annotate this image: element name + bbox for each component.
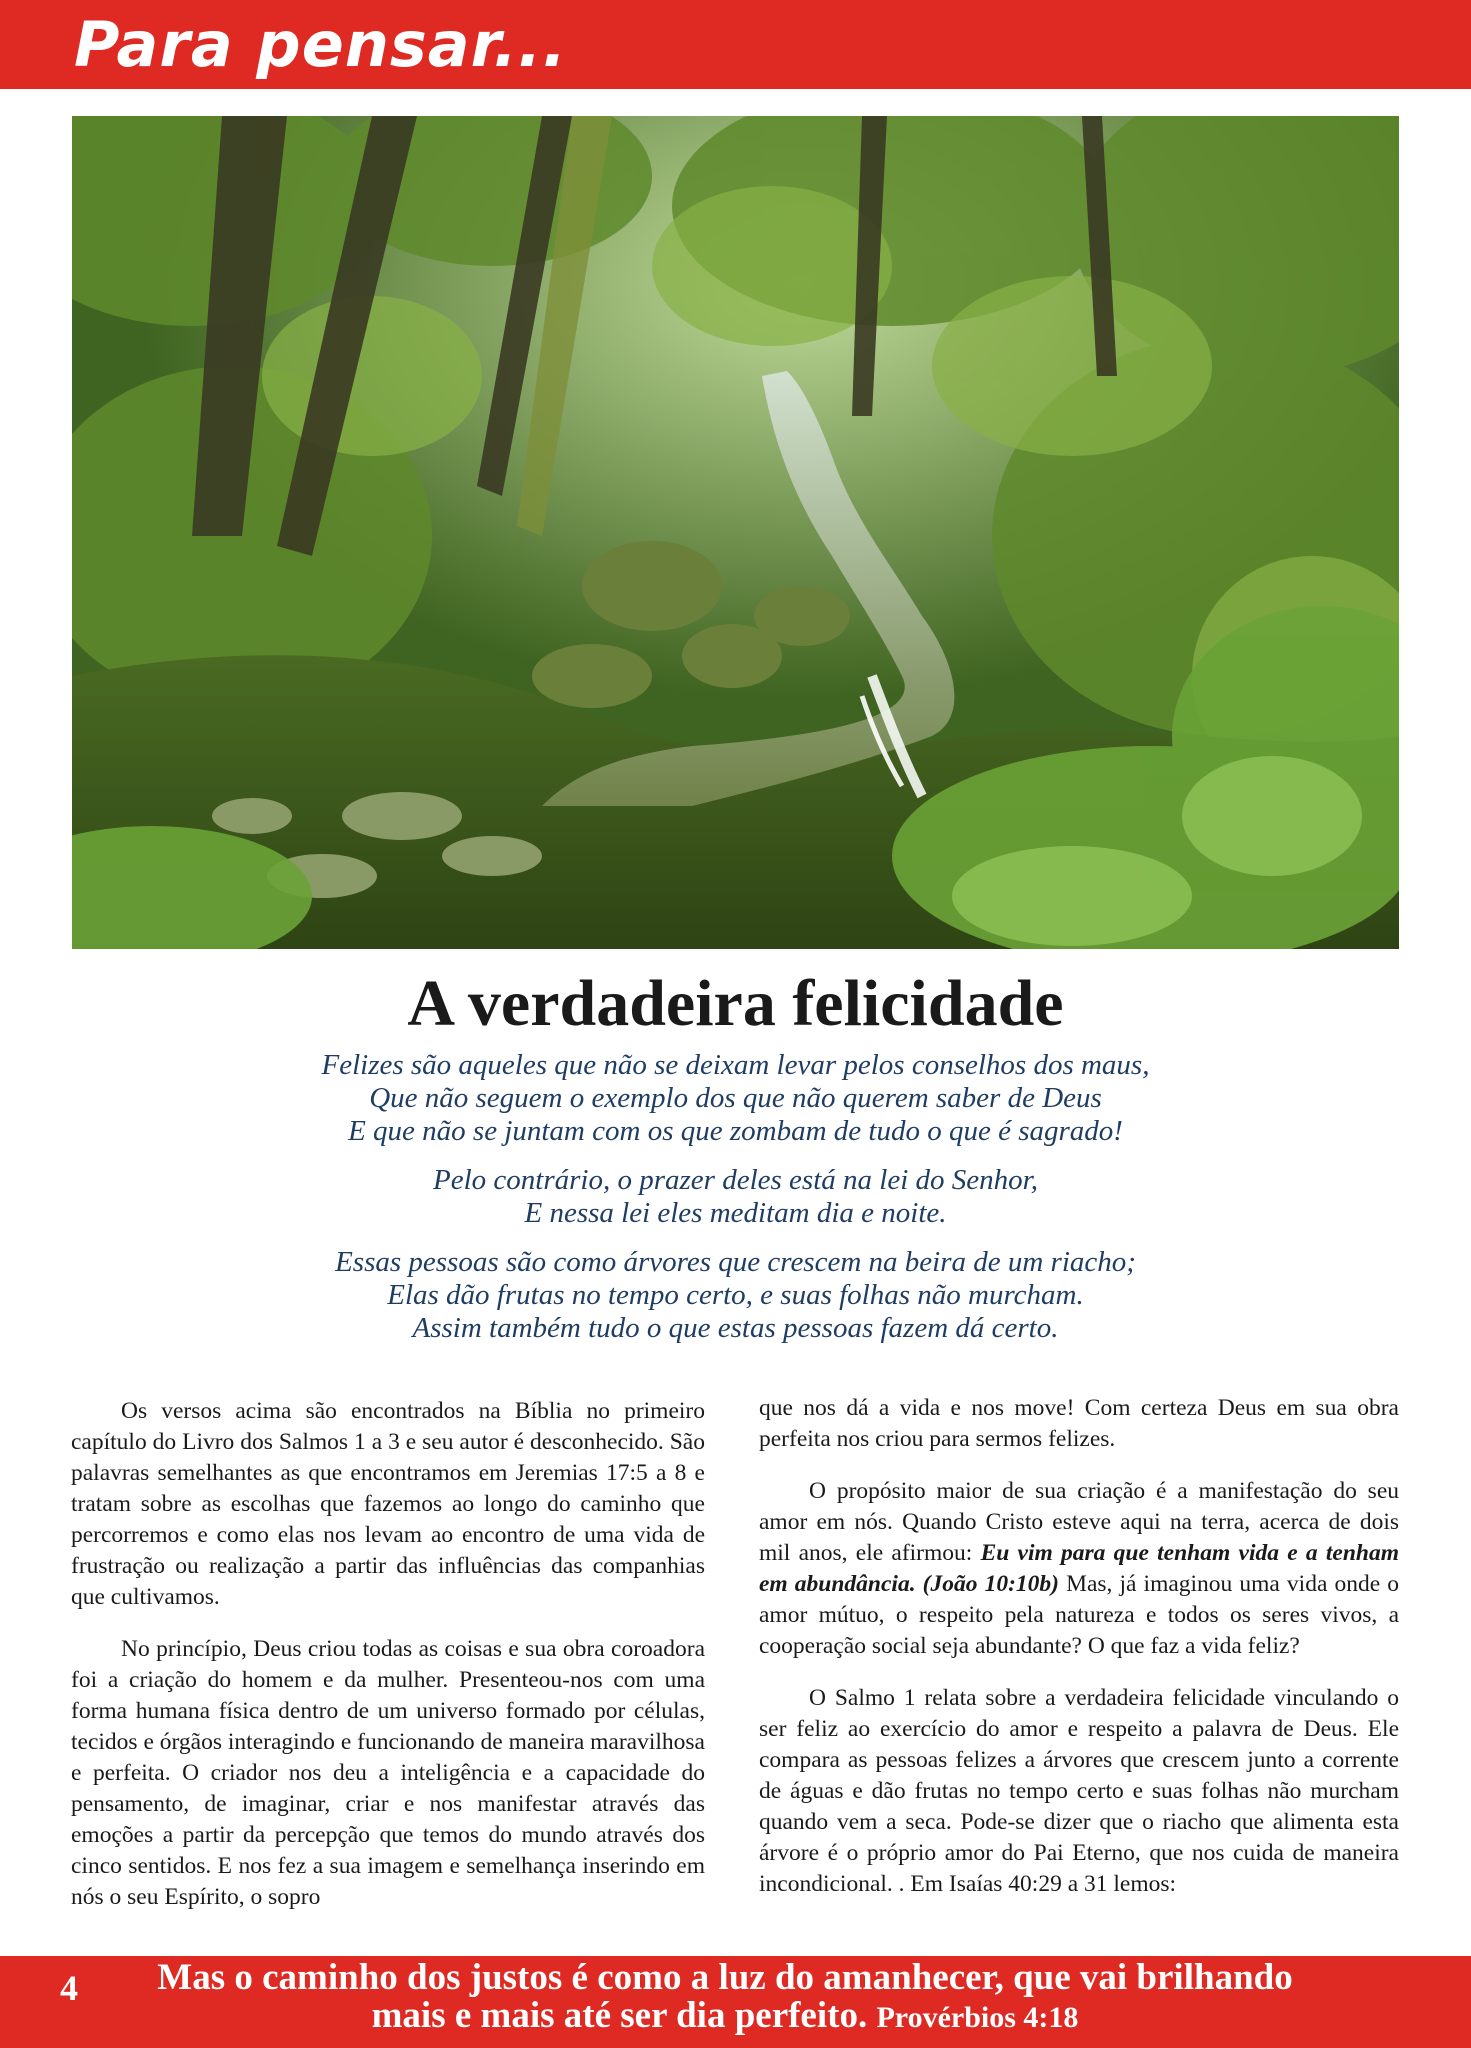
verse-line: Pelo contrário, o prazer deles está na lei do Senhor, bbox=[433, 1164, 1038, 1196]
psalm-verses bbox=[160, 1049, 1311, 1361]
paragraph-text: Mas, já imaginou uma vida onde o amor mútuo, o respeito pela natureza e todos os seres vivos, a cooperação social seja abundante? O que faz a vida feliz? bbox=[759, 1571, 1399, 1659]
verse-line: Felizes são aqueles que não se deixam levar pelos conselhos dos maus, bbox=[321, 1049, 1150, 1081]
body-column-left bbox=[71, 1396, 705, 1934]
body-paragraph: Os versos acima são encontrados na Bíblia no primeiro capítulo do Livro dos Salmos 1 a 3 e seu autor é desconhecido. São palavras semelhantes as que encontramos em Jeremias 17:5 a 8 e tratam sobre as escolhas que fazemos ao longo do caminho que percorremos e como elas nos levam ao encontro de uma vida de frustração ou realização a partir das influências das companhias que cultivamos. bbox=[71, 1398, 705, 1610]
body-column-right bbox=[759, 1393, 1399, 1921]
footer-quote-reference: Provérbios 4:18 bbox=[876, 2001, 1079, 2034]
footer-quote bbox=[110, 1959, 1340, 2037]
article-title: A verdadeira felicidade bbox=[407, 967, 1064, 1040]
verse-line: E nessa lei eles meditam dia e noite. bbox=[524, 1197, 947, 1229]
verse-line: Elas dão frutas no tempo certo, e suas folhas não murcham. bbox=[387, 1279, 1084, 1311]
verse-stanza bbox=[160, 1164, 1311, 1230]
body-paragraph: No princípio, Deus criou todas as coisas e sua obra coroadora foi a criação do homem e da mulher. Presenteou-nos com uma forma humana física dentro de um universo formado por células, tecidos e órgãos interagindo e funcionando de maneira maravilhosa e perfeita. O criador nos deu a inteligência e a capacidade do pensamento, de imaginar, criar e nos manifestar através das emoções a partir da percepção que temos do mundo através dos cinco sentidos. E nos fez a sua imagem e semelhança inserindo em nós o seu Espírito, o sopro bbox=[71, 1636, 705, 1910]
forest-stream-photo bbox=[72, 116, 1399, 949]
body-paragraph: O Salmo 1 relata sobre a verdadeira felicidade vinculando o ser feliz ao exercício do amor e respeito a palavra de Deus. Ele compara as pessoas felizes a árvores que crescem junto a corrente de águas e dão frutas no tempo certo e suas folhas não murcham quando vem a seca. Pode-se dizer que o riacho que alimenta esta árvore é o próprio amor do Pai Eterno, que nos cuida de maneira incondicional. . Em Isaías 40:29 a 31 lemos: bbox=[759, 1685, 1399, 1897]
footer-quote-line bbox=[110, 1997, 1340, 2037]
verse-line: E que não se juntam com os que zombam de tudo o que é sagrado! bbox=[348, 1115, 1123, 1147]
verse-line: Essas pessoas são como árvores que crescem na beira de um riacho; bbox=[335, 1246, 1136, 1278]
body-paragraph: que nos dá a vida e nos move! Com certeza Deus em sua obra perfeita nos criou para sermos felizes. bbox=[759, 1395, 1399, 1452]
footer-quote-text: mais e mais até ser dia perfeito. bbox=[371, 1995, 868, 2036]
section-title: Para pensar... bbox=[74, 8, 568, 81]
verse-stanza bbox=[160, 1049, 1311, 1148]
bible-quote: Eu vim para que tenham vida e a tenham em abundância. (João 10:10b) bbox=[759, 1540, 1399, 1597]
body-paragraph bbox=[759, 1476, 1399, 1662]
verse-line: Que não seguem o exemplo dos que não querem saber de Deus bbox=[369, 1082, 1102, 1114]
verse-stanza bbox=[160, 1246, 1311, 1345]
verse-line: Assim também tudo o que estas pessoas fazem dá certo. bbox=[412, 1312, 1059, 1344]
paragraph-text: O propósito maior de sua criação é a manifestação do seu amor em nós. Quando Cristo esteve aqui na terra, acerca de dois mil anos, ele afirmou: bbox=[759, 1478, 1399, 1566]
page-number: 4 bbox=[60, 1968, 78, 2008]
footer-quote-line: Mas o caminho dos justos é como a luz do amanhecer, que vai brilhando bbox=[157, 1957, 1293, 1998]
